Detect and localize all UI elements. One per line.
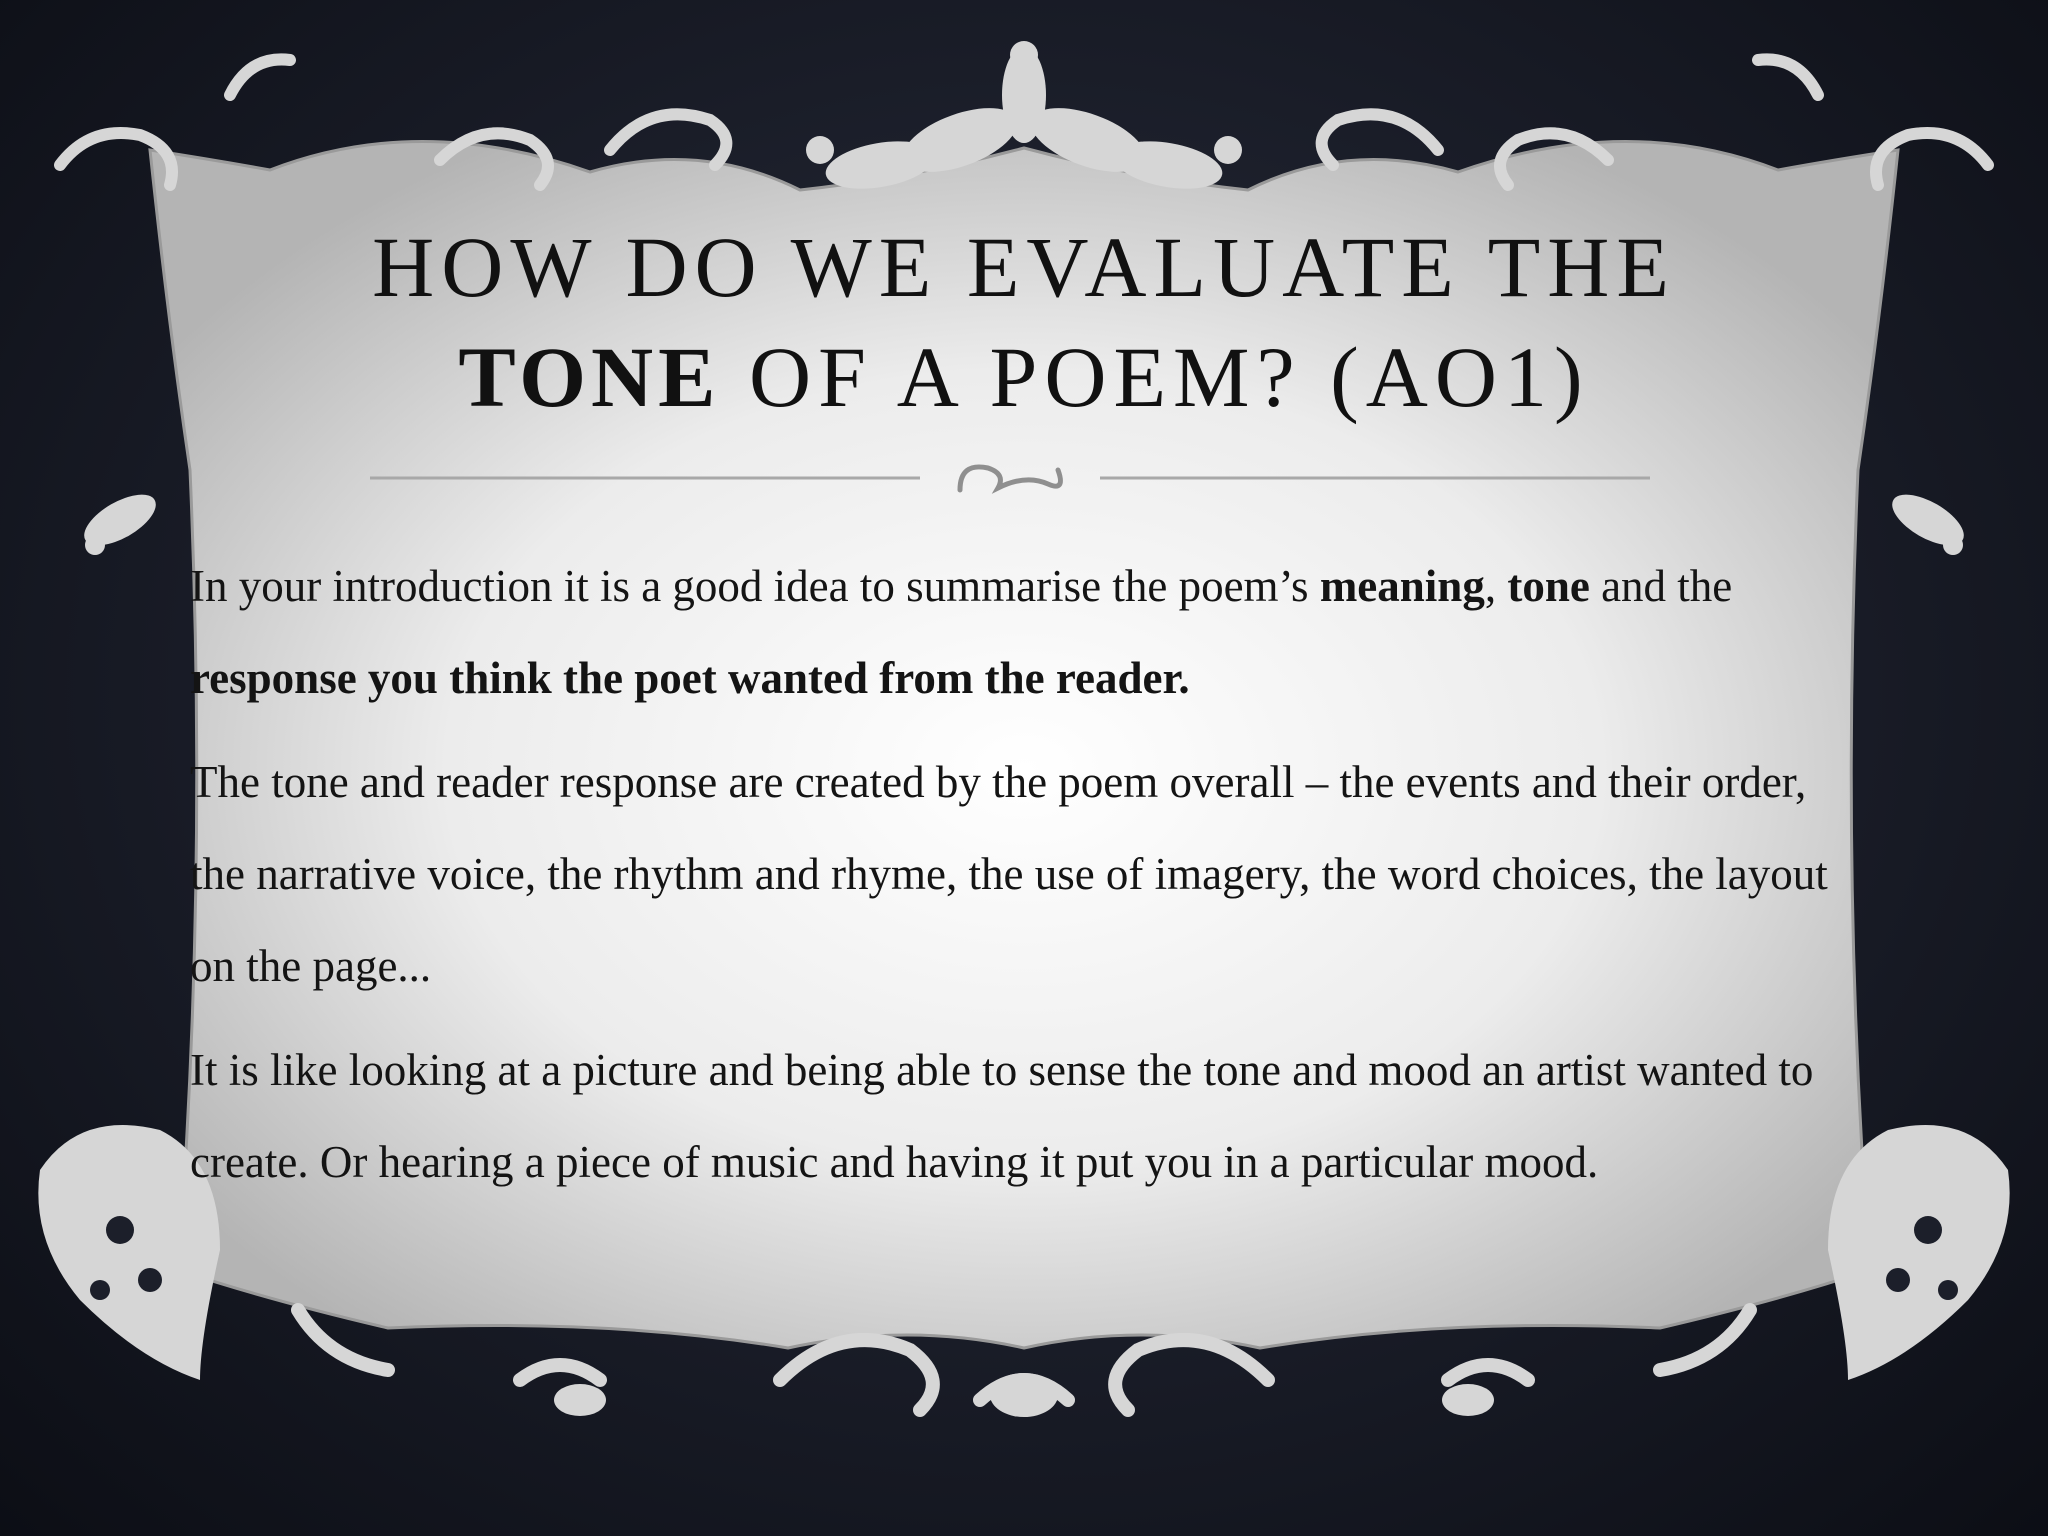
paragraph-tone-creation: The tone and reader response are created by the poem overall – the events and their order, the narrative voice, the rhythm and rhyme, the use of imagery, the word choices, the layout on the page... <box>190 757 1828 991</box>
title-line-1: HOW DO WE EVALUATE THE <box>372 219 1676 315</box>
intro-text-2: , <box>1484 561 1508 611</box>
bottom-center-ornament <box>554 1373 1494 1417</box>
intro-text-3: and the <box>1589 561 1733 611</box>
intro-bold-tone: tone <box>1507 561 1590 611</box>
paragraph-intro <box>190 540 1870 724</box>
title-keyword: TONE <box>458 329 721 425</box>
slide-body <box>190 540 1870 1220</box>
slide-title <box>200 212 1848 432</box>
intro-text-1: In your introduction it is a good idea to summarise the poem’s <box>190 561 1320 611</box>
title-line-2: OF A POEM? (AO1) <box>720 329 1590 425</box>
intro-bold-meaning: meaning <box>1319 561 1485 611</box>
paragraph-analogy: It is like looking at a picture and being able to sense the tone and mood an artist wanted to create. Or hearing a piece of music and having it put you in a particular mood. <box>190 1045 1814 1187</box>
intro-bold-response: response you think the poet wanted from the reader. <box>190 653 1190 703</box>
